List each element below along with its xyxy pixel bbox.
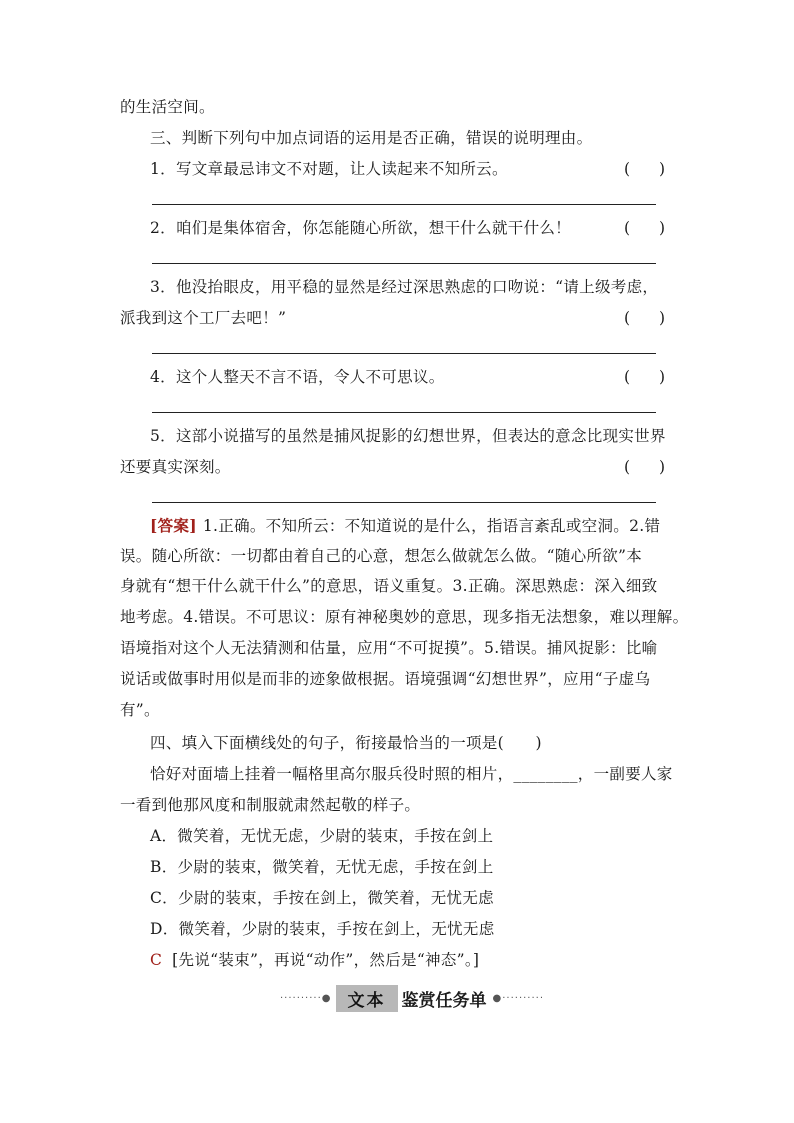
answer-paren: ( ): [624, 309, 678, 327]
answer-paren: ( ): [624, 160, 678, 178]
question-3-line-1: 3．他没抬眼皮，用平稳的显然是经过深思熟虑的口吻说：“请上级考虑，: [150, 278, 659, 296]
section-4-stem-line-1: 恰好对面墙上挂着一幅格里高尔服兵役时照的相片，________，一副要人家: [150, 765, 673, 783]
answer-line: [152, 502, 656, 503]
banner-title: 鉴赏任务单: [401, 990, 487, 1011]
answer-line-5: 语境指对这个人无法猜测和估量，应用“不可捉摸”。5.错误。捕风捉影：比喻: [120, 639, 658, 657]
option-a: A．微笑着，无忧无虑，少尉的装束，手按在剑上: [150, 827, 494, 845]
answer-line-3: 身就有“想干什么就干什么”的意思，语义重复。3.正确。深思熟虑：深入细致: [120, 577, 658, 595]
answer-line: [152, 353, 656, 354]
answer-line-1: [答案] 1.正确。不知所云：不知道说的是什么，指语言紊乱或空洞。2.错: [150, 516, 661, 535]
banner-boxed-label: 文本: [336, 985, 398, 1012]
answer-line-4: 地考虑。4.错误。不可思议：原有神秘奥妙的意思，现多指无法想象，难以理解。: [120, 608, 689, 626]
question-1: 1．写文章最忌讳文不对题，让人读起来不知所云。: [150, 160, 508, 178]
option-b: B．少尉的装束，微笑着，无忧无虑，手按在剑上: [150, 858, 494, 876]
question-2: 2．咱们是集体宿舍，你怎能随心所欲，想干什么就干什么！: [150, 219, 571, 237]
answer-line: [152, 263, 656, 264]
option-c: C．少尉的装束，手按在剑上，微笑着，无忧无虑: [150, 889, 494, 907]
answer-paren: ( ): [624, 368, 678, 386]
answer-tag: [答案]: [150, 516, 197, 535]
answer-line-2: 误。随心所欲：一切都由着自己的心意，想怎么做就怎么做。“随心所欲”本: [120, 547, 643, 565]
question-4: 4．这个人整天不言不语，令人不可思议。: [150, 368, 445, 386]
answer-line-6: 说话或做事时用似是而非的迹象做根据。语境强调“幻想世界”，应用“子虚乌: [120, 670, 651, 688]
section-4-title: 四、填入下面横线处的句子，衔接最恰当的一项是( ): [150, 734, 542, 752]
answer-line-7: 有”。: [120, 701, 160, 719]
answer-paren: ( ): [624, 219, 678, 237]
answer-letter: C: [150, 951, 163, 969]
section-banner: [262, 986, 562, 1010]
continued-text: 的生活空间。: [120, 98, 215, 116]
section-4-stem-line-2: 一看到他那风度和制服就肃然起敬的样子。: [120, 796, 421, 814]
dots-left: ··········●: [279, 992, 332, 1004]
section-4-answer: [150, 950, 710, 970]
question-5-line-2: 还要真实深刻。: [120, 458, 231, 476]
question-3-line-2: 派我到这个工厂去吧！”: [120, 309, 287, 327]
option-d: D．微笑着，少尉的装束，手按在剑上，无忧无虑: [150, 920, 495, 938]
section-3-title: 三、判断下列句中加点词语的运用是否正确，错误的说明理由。: [150, 129, 593, 147]
answer-paren: ( ): [624, 458, 678, 476]
question-5-line-1: 5．这部小说描写的虽然是捕风捉影的幻想世界，但表达的意念比现实世界: [150, 427, 666, 445]
answer-explanation: [先说“装束”，再说“动作”，然后是“神态”。]: [172, 951, 480, 969]
dots-right: ●··········: [492, 992, 545, 1004]
answer-line: [152, 412, 656, 413]
answer-line: [152, 204, 656, 205]
